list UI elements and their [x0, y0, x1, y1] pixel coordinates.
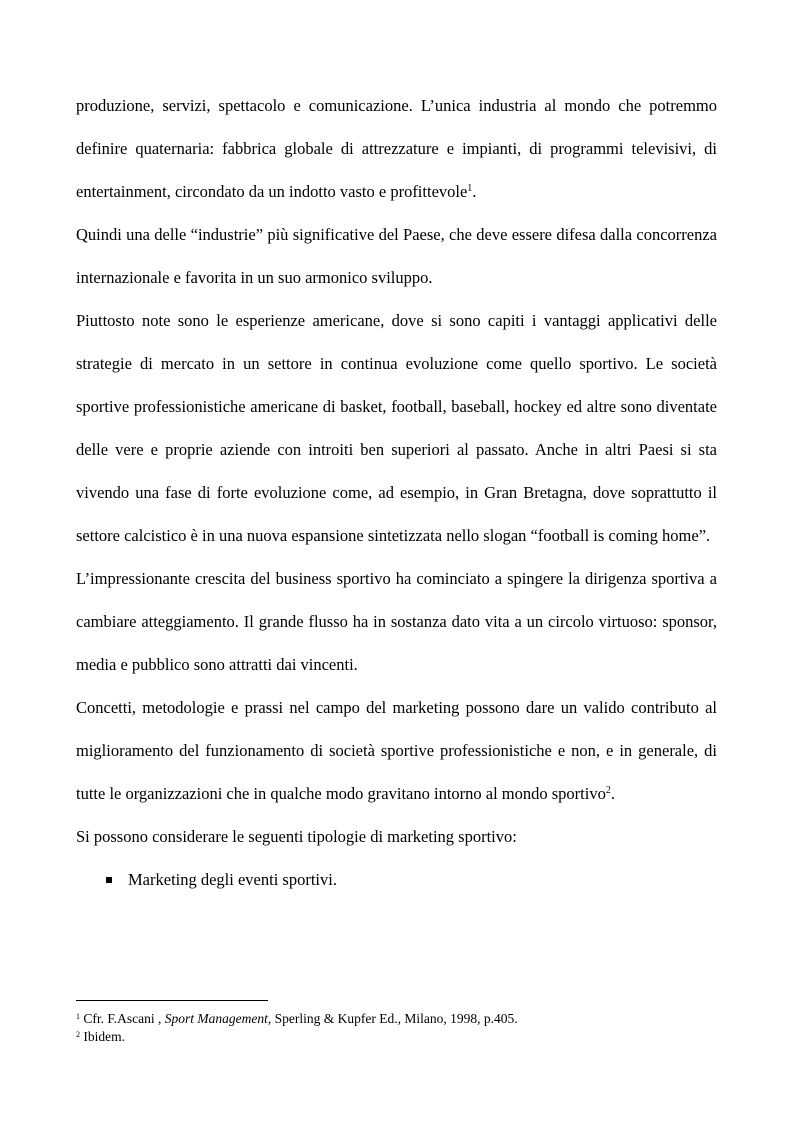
paragraph-text-end: .: [472, 182, 477, 201]
list-item: [76, 858, 717, 901]
paragraph-6: Si possono considerare le seguenti tipologie di marketing sportivo:: [76, 827, 517, 846]
document-body: [76, 84, 717, 901]
footnote-book-title: Sport Management: [164, 1011, 268, 1026]
paragraph-4: L’impressionante crescita del business sportivo ha cominciato a spingere la dirigenza sportiva a cambiare atteggiamento. Il grande flusso ha in sostanza dato vita a un circolo virtuoso: sponsor, media e pubblico sono attratti dai vincenti.: [76, 569, 717, 674]
paragraph-2: Quindi una delle “industrie” più significative del Paese, che deve essere difesa dalla concorrenza internazionale e favorita in un suo armonico sviluppo.: [76, 225, 717, 287]
footnote-1: [76, 1010, 717, 1028]
paragraph-text: Concetti, metodologie e prassi nel campo del marketing possono dare un valido contributo al miglioramento del funzionamento di società sportive professionistiche e non, e in generale, di tutte le organizzazioni che in qualche modo gravitano intorno al mondo sportivo: [76, 698, 717, 803]
footnote-ref-2[interactable]: 2: [605, 785, 611, 796]
bullet-list: [76, 858, 717, 901]
paragraph-3: Piuttosto note sono le esperienze americane, dove si sono capiti i vantaggi applicativi delle strategie di mercato in un settore in continua evoluzione come quello sportivo. Le società sportive professionistiche americane di basket, football, baseball, hockey ed altre sono diventate delle vere e proprie aziende con introiti ben superiori al passato. Anche in altri Paesi si sta vivendo una fase di forte evoluzione come, ad esempio, in Gran Bretagna, dove soprattutto il settore calcistico è in una nuova espansione sintetizzata nello slogan “football is coming home”.: [76, 311, 717, 545]
list-item-text: Marketing degli eventi sportivi.: [128, 870, 337, 889]
footnote-text-end: , Sperling & Kupfer Ed., Milano, 1998, p.405.: [267, 1011, 518, 1026]
footnote-text: Ibidem.: [80, 1029, 125, 1044]
footnotes: [76, 1010, 717, 1046]
paragraph-text: produzione, servizi, spettacolo e comunicazione. L’unica industria al mondo che potremmo definire quaternaria: fabbrica globale di attrezzature e impianti, di programmi televisivi, di entertainment, circondato da un indotto vasto e profittevole: [76, 96, 717, 201]
paragraph-5: [76, 686, 717, 815]
footnote-ref-1[interactable]: 1: [467, 183, 473, 194]
paragraph-1: [76, 84, 717, 213]
footnote-separator: [76, 1000, 268, 1001]
footnote-text: Cfr. F.Ascani ,: [80, 1011, 165, 1026]
footnote-number: 2: [76, 1030, 80, 1039]
footnote-number: 1: [76, 1012, 80, 1021]
square-bullet-icon: [106, 877, 112, 883]
paragraph-text-end: .: [610, 784, 615, 803]
footnote-2: [76, 1028, 717, 1046]
